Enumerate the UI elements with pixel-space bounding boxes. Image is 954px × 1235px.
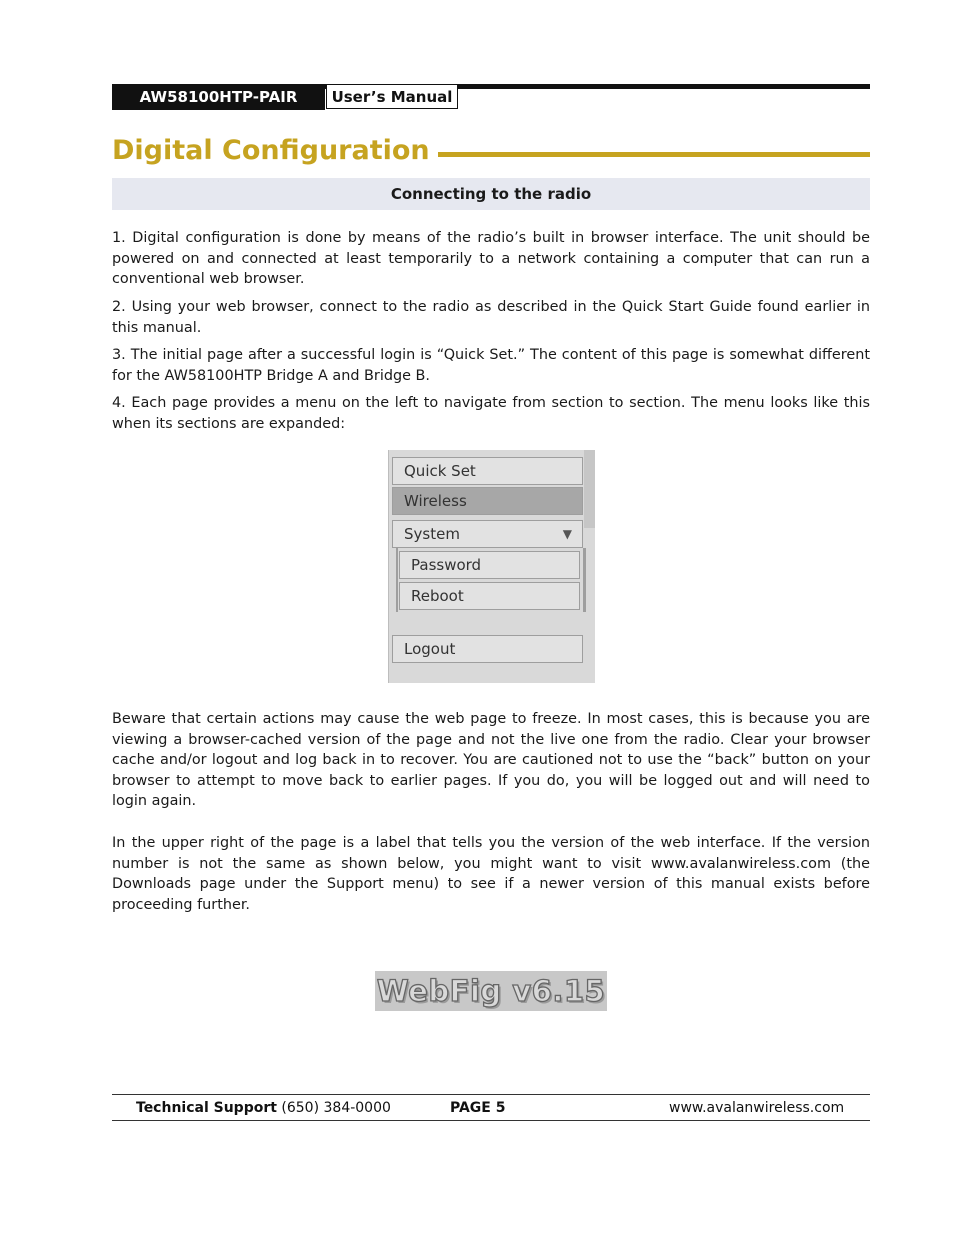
menu-item-logout[interactable]: Logout [392, 635, 583, 663]
section-title-rule [438, 152, 870, 157]
header-model-label: AW58100HTP-PAIR [112, 85, 325, 110]
paragraph-4: 4. Each page provides a menu on the left to navigate from section to section. The menu looks like this when its sections are expanded: [112, 395, 870, 432]
footer-website[interactable]: www.avalanwireless.com [669, 1100, 845, 1116]
footer-bottom-rule [112, 1120, 870, 1121]
triangle-down-icon: ▼ [562, 527, 572, 541]
subheading-bar: Connecting to the radio [112, 178, 870, 210]
footer-support-label: Technical Support [136, 1100, 277, 1116]
header-manual-label: User’s Manual [326, 85, 458, 109]
paragraph-6: In the upper right of the page is a label that tells you the version of the web interface. If the version number is not the same as shown below, you might want to visit www.avalanwireless.com (the Downloads page under the Support menu) to see if a newer version of this manual exists before proceeding further. [112, 835, 870, 913]
menu-item-password[interactable]: Password [399, 551, 580, 579]
menu-item-reboot[interactable]: Reboot [399, 582, 580, 610]
menu-item-system[interactable] [392, 520, 583, 548]
menu-item-quick-set[interactable]: Quick Set [392, 457, 583, 485]
footer-support [136, 1098, 391, 1118]
webfig-version-badge: WebFig v6.15 [375, 971, 607, 1011]
menu-item-system-label: System [404, 525, 460, 543]
section-title: Digital Configuration [112, 135, 430, 166]
paragraph-3: 3. The initial page after a successful login is “Quick Set.” The content of this page is somewhat different for the AW58100HTP Bridge A and Bridge B. [112, 347, 870, 384]
paragraph-5: Beware that certain actions may cause the web page to freeze. In most cases, this is because you are viewing a browser-cached version of the page and not the live one from the radio. Clear your browser cache and/or logout and log back in to recover. You are cautioned not to use the “back” button on your browser to attempt to move back to earlier pages. If you do, you will be logged out and will need to login again. [112, 711, 870, 809]
paragraph-1: 1. Digital configuration is done by means of the radio’s built in browser interface. The unit should be powered on and connected at least temporarily to a network containing a computer that can run a conventional web browser. [112, 230, 870, 287]
footer-top-rule [112, 1094, 870, 1095]
menu-scrollbar [584, 450, 595, 528]
footer-page-number: PAGE 5 [450, 1100, 506, 1116]
menu-item-wireless[interactable]: Wireless [392, 487, 583, 515]
footer-support-phone: (650) 384-0000 [281, 1100, 391, 1116]
paragraph-2: 2. Using your web browser, connect to the radio as described in the Quick Start Guide found earlier in this manual. [112, 299, 870, 336]
